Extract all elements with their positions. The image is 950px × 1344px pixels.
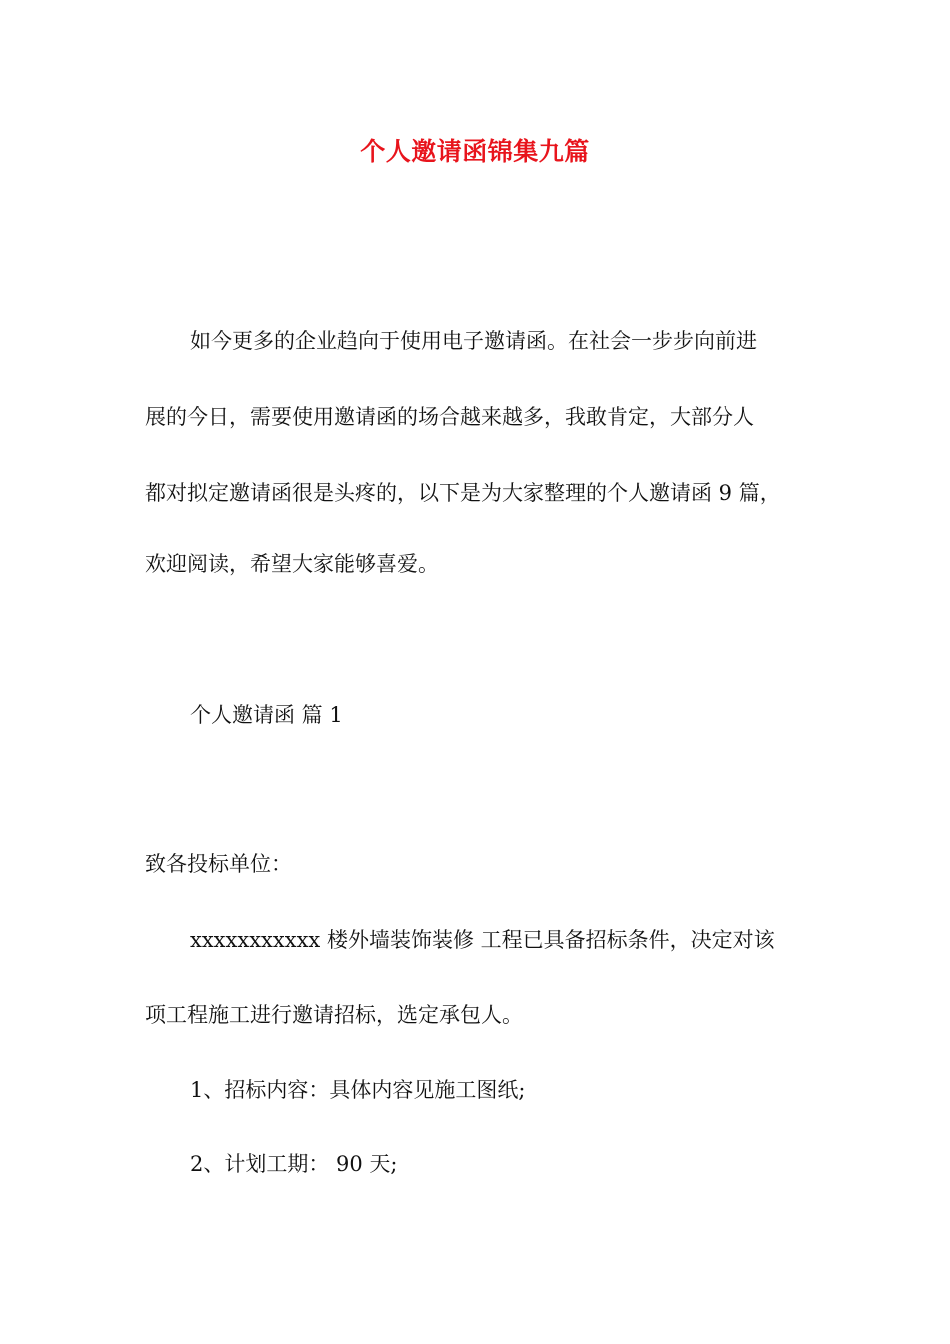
intro-line: 展的今日，需要使用邀请函的场合越来越多，我敢肯定，大部分人 [145,405,754,429]
intro-line: 如今更多的企业趋向于使用电子邀请函。在社会一步步向前进 [190,329,757,353]
body-line: xxxxxxxxxxx 楼外墙装饰装修 工程已具备招标条件，决定对该 [190,928,775,952]
body-line: 项工程施工进行邀请招标，选定承包人。 [145,1003,523,1027]
intro-line: 欢迎阅读，希望大家能够喜爱。 [145,552,439,576]
salutation: 致各投标单位： [145,852,292,876]
list-item: 1、招标内容：具体内容见施工图纸; [190,1078,526,1102]
intro-line: 都对拟定邀请函很是头疼的，以下是为大家整理的个人邀请函 9 篇， [145,481,781,505]
section-heading: 个人邀请函 篇 1 [190,703,343,727]
document-title: 个人邀请函锦集九篇 [360,137,590,166]
list-item: 2、计划工期： 90 天; [190,1152,398,1176]
